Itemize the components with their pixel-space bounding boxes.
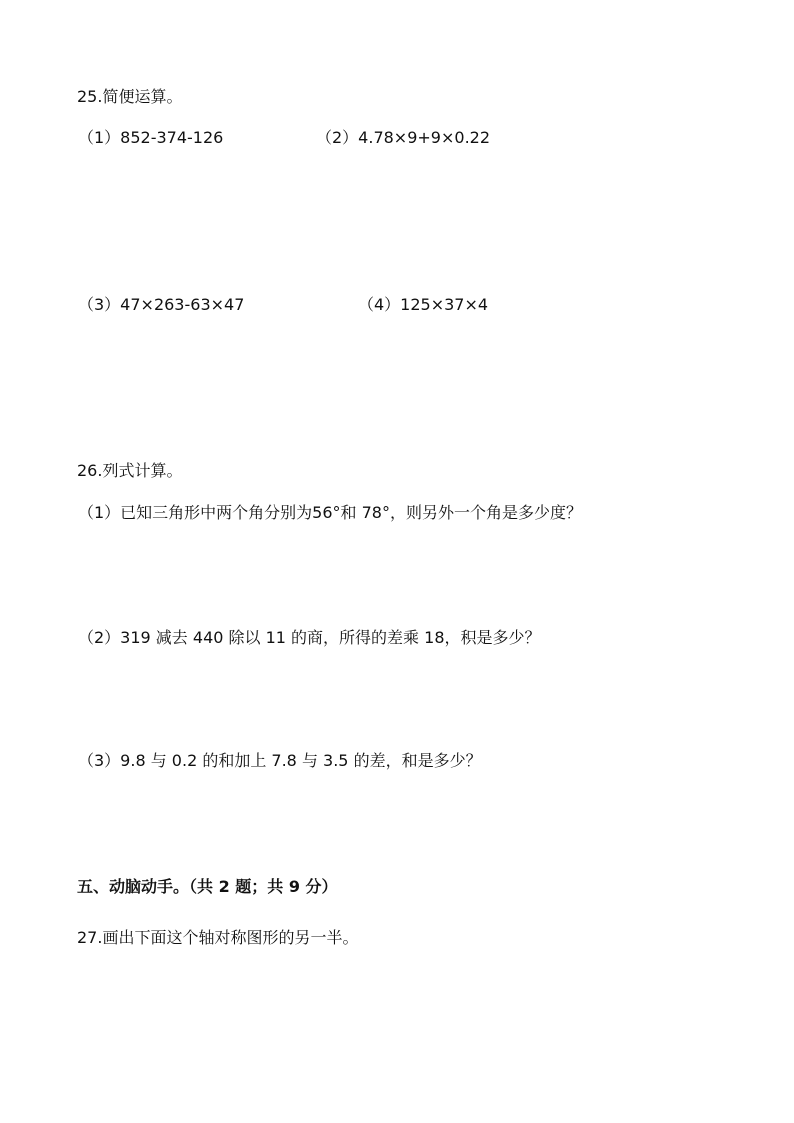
question-25-item-3: （3）47×263-63×47 [78, 295, 245, 314]
question-26-item-3: （3）9.8 与 0.2 的和加上 7.8 与 3.5 的差，和是多少？ [78, 751, 482, 770]
section-5-heading: 五、动脑动手。（共 2 题；共 9 分） [77, 877, 338, 896]
question-26-item-2: （2）319 减去 440 除以 11 的商，所得的差乘 18，积是多少？ [78, 628, 541, 647]
question-26-title: 26.列式计算。 [77, 461, 183, 480]
question-25-item-1: （1）852-374-126 [78, 128, 224, 147]
question-25-item-4: （4）125×37×4 [358, 295, 489, 314]
question-26-item-1: （1）已知三角形中两个角分别为56°和 78°，则另外一个角是多少度？ [78, 503, 582, 522]
question-27-title: 27.画出下面这个轴对称图形的另一半。 [77, 928, 359, 947]
question-25-item-2: （2）4.78×9+9×0.22 [316, 128, 491, 147]
question-25-title: 25.简便运算。 [77, 87, 183, 106]
